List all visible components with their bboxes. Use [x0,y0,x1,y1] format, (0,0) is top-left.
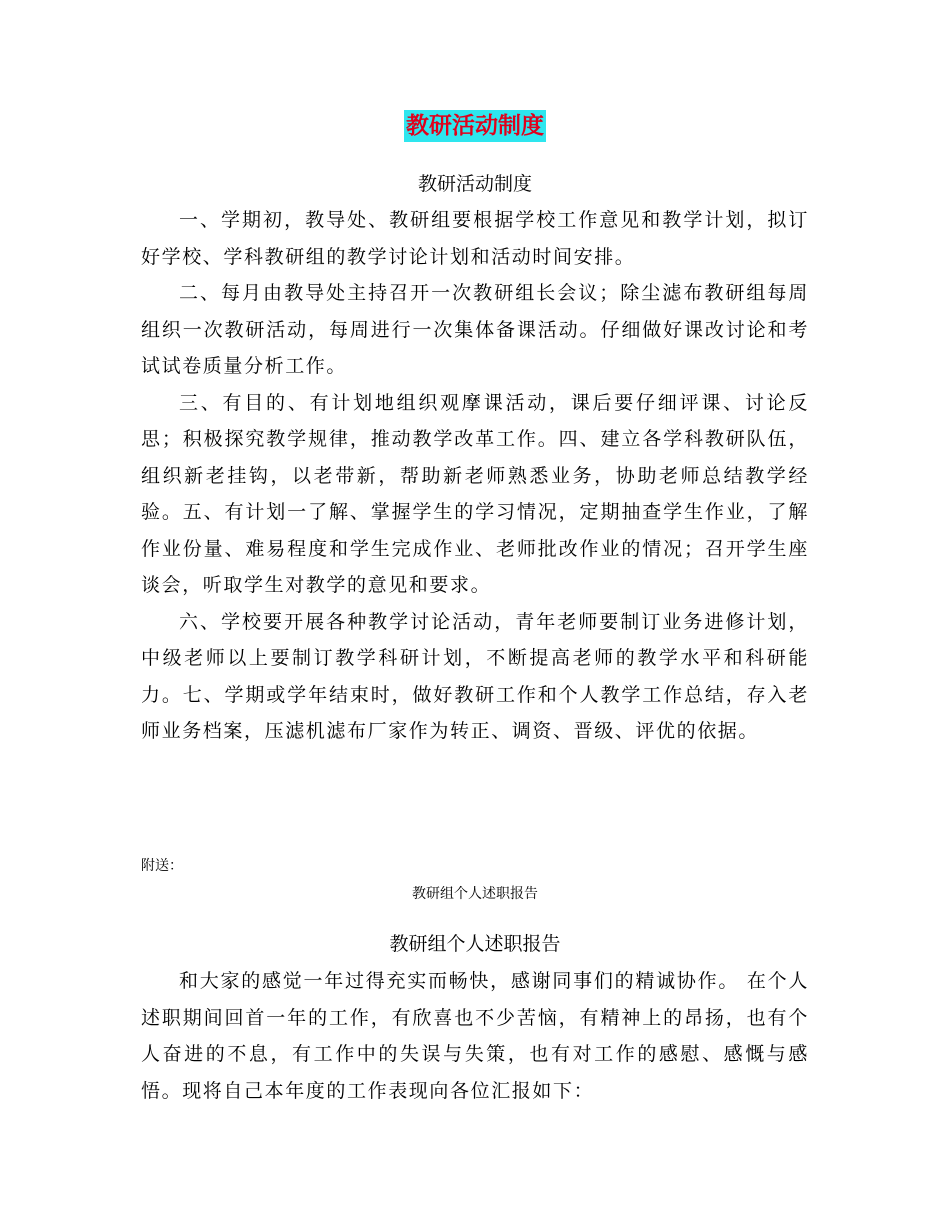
report-heading: 教研组个人述职报告 [389,933,561,955]
paragraph: 六、学校要开展各种教学讨论活动，青年老师要制订业务进修计划，中级老师以上要制订教学科研计划，不断提高老师的教学水平和科研能力。七、学期或学年结束时，做好教研工作和个人教学工作总结，存入老师业务档案，压滤机滤布厂家作为转正、调资、晋级、评优的依据。 [141,610,809,742]
appendix-title: 教研组个人述职报告 [412,886,538,902]
paragraph: 一、学期初，教导处、教研组要根据学校工作意见和教学计划，拟订好学校、学科教研组的教学讨论计划和活动时间安排。 [141,209,809,268]
paragraph: 和大家的感觉一年过得充实而畅快，感谢同事们的精诚协作。 在个人述职期间回首一年的工作，有欣喜也不少苦恼，有精神上的昂扬，也有个人奋进的不息，有工作中的失误与失策，也有对工作的感慰、感慨与感悟。现将自己本年度的工作表现向各位汇报如下： [141,970,809,1102]
paragraph: 二、每月由教导处主持召开一次教研组长会议；除尘滤布教研组每周组织一次教研活动，每周进行一次集体备课活动。仔细做好课改讨论和考试试卷质量分析工作。 [141,282,809,377]
paragraph: 三、有目的、有计划地组织观摩课活动，课后要仔细评课、讨论反思；积极探究教学规律，推动教学改革工作。四、建立各学科教研队伍，组织新老挂钩，以老带新，帮助新老师熟悉业务，协助老师总结教学经验。五、有计划一了解、掌握学生的学习情况，定期抽查学生作业，了解作业份量、难易程度和学生完成作业、老师批改作业的情况；召开学生座谈会，听取学生对教学的意见和要求。 [141,391,809,596]
section-heading: 教研活动制度 [417,173,532,195]
document-title: 教研活动制度 [404,110,546,142]
title-wrap [0,110,950,142]
report-body [141,963,809,1109]
section-body [141,202,809,750]
appendix-label: 附送： [141,858,183,874]
